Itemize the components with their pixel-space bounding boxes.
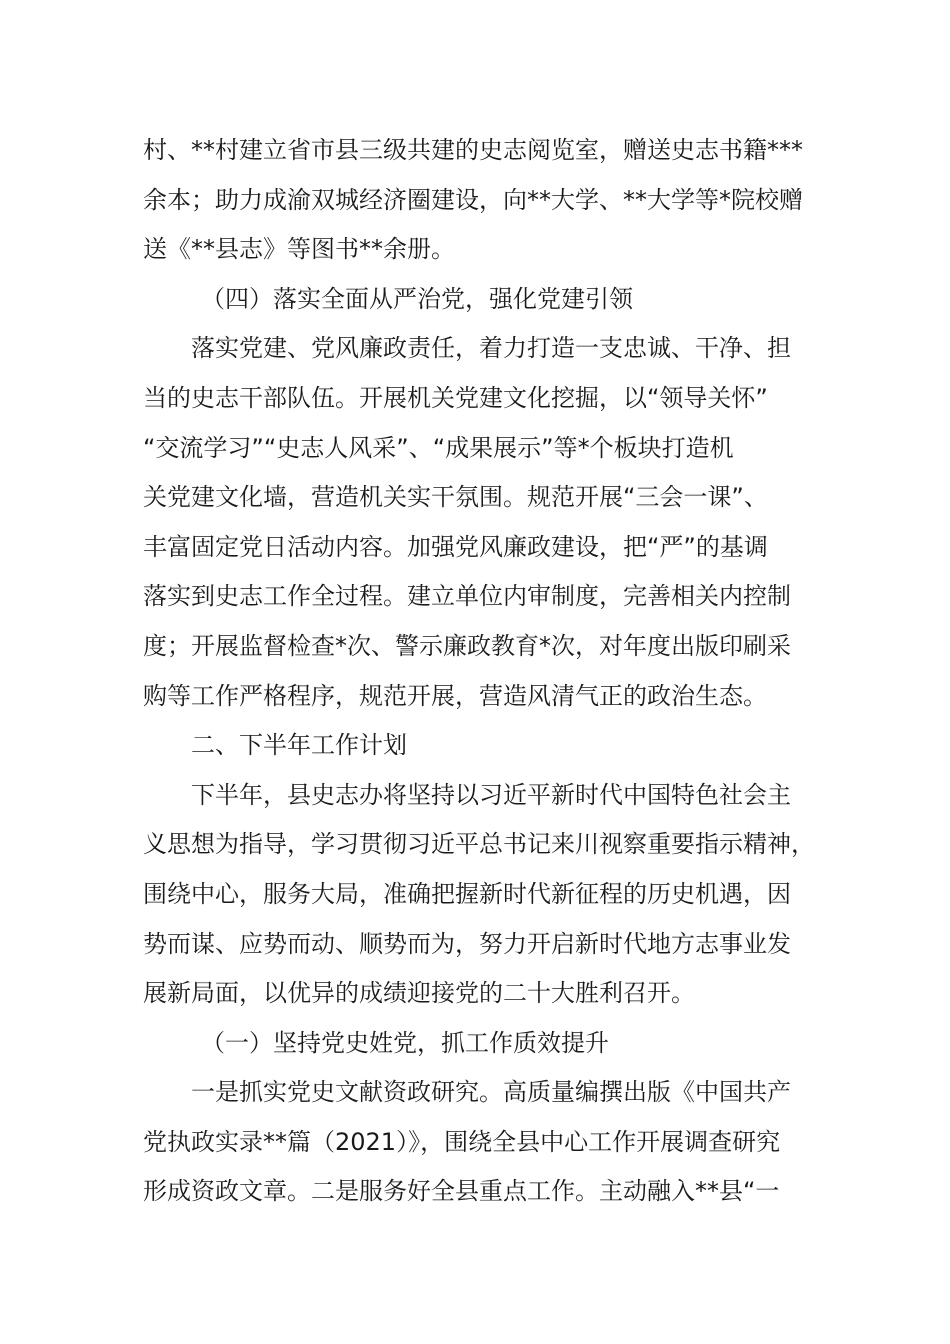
body-line: 丰富固定党日活动内容。加强党风廉政建设，把“严”的基调 [143, 532, 768, 561]
body-line: 党执政实录**篇（2021）》，围绕全县中心工作开展调查研究 [143, 1127, 781, 1156]
body-line: 当的史志干部队伍。开展机关党建文化挖掘，以“领导关怀” [143, 383, 768, 412]
body-line: 村、**村建立省市县三级共建的史志阅览室，赠送史志书籍*** [143, 136, 803, 164]
body-line: “交流学习”“史志人风采”、“成果展示”等*个板块打造机 [143, 433, 734, 462]
paragraph-start-line: 落实党建、党风廉政责任，着力打造一支忠诚、干净、担 [191, 334, 791, 363]
body-line: 购等工作严格程序，规范开展，营造风清气正的政治生态。 [143, 681, 767, 710]
body-line: 度；开展监督检查*次、警示廉政教育*次，对年度出版印刷采 [143, 631, 791, 660]
document-body [143, 126, 813, 1217]
body-line: 关党建文化墙，营造机关实干氛围。规范开展“三会一课”、 [143, 483, 768, 512]
body-line: 义思想为指导，学习贯彻习近平总书记来川视察重要指示精神， [143, 830, 815, 859]
body-line: 送《**县志》等图书**余册。 [143, 235, 455, 264]
body-line: 余本；助力成渝双城经济圈建设，向**大学、**大学等*院校赠 [143, 185, 803, 214]
section-heading: （一）坚持党史姓党，抓工作质效提升 [201, 1028, 609, 1057]
paragraph-start-line: 下半年，县史志办将坚持以习近平新时代中国特色社会主 [191, 780, 791, 809]
chapter-heading: 二、下半年工作计划 [191, 731, 407, 760]
body-line: 展新局面，以优异的成绩迎接党的二十大胜利召开。 [143, 979, 695, 1008]
body-line: 落实到史志工作全过程。建立单位内审制度，完善相关内控制 [143, 582, 791, 611]
body-line: 形成资政文章。二是服务好全县重点工作。主动融入**县“一 [143, 1177, 780, 1206]
body-line: 围绕中心，服务大局，准确把握新时代新征程的历史机遇，因 [143, 879, 791, 908]
body-line: 势而谋、应势而动、顺势而为，努力开启新时代地方志事业发 [143, 929, 791, 958]
paragraph-start-line: 一是抓实党史文献资政研究。高质量编撰出版《中国共产 [191, 1078, 791, 1107]
section-heading: （四）落实全面从严治党，强化党建引领 [201, 284, 633, 313]
